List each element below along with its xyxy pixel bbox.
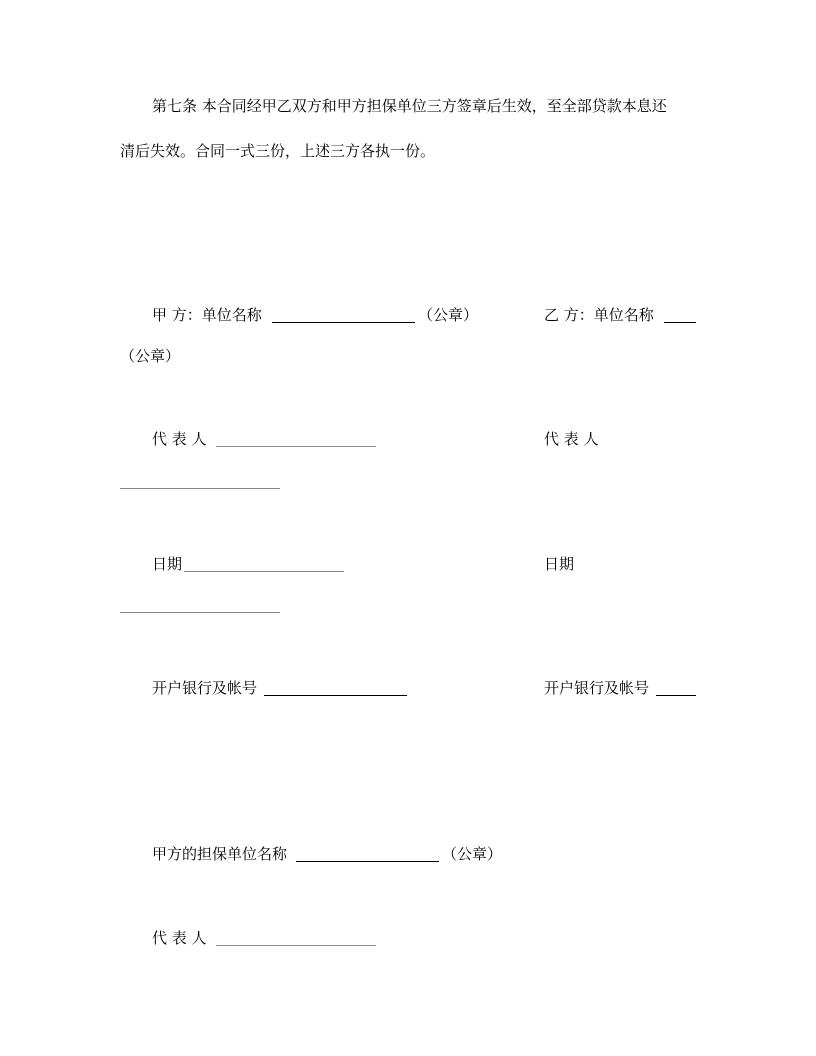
party-b-representative-label: 代 表 人 [544,430,599,448]
party-b-name-label: 乙 方：单位名称 [544,306,654,324]
party-b-name-field[interactable] [664,322,696,323]
party-a-date-label: 日期 [152,555,183,573]
party-a-seal: （公章） [418,306,479,324]
guarantor-seal: （公章） [442,845,503,863]
party-a-bank-label: 开户银行及帐号 [152,679,258,697]
party-a-name-field[interactable] [272,322,415,323]
party-b-date-field[interactable] [120,612,280,613]
guarantor-representative-label: 代 表 人 [152,929,207,947]
party-b-representative-field[interactable] [120,488,280,489]
guarantor-name-field[interactable] [296,861,439,862]
guarantor-name-label: 甲方的担保单位名称 [152,845,288,863]
party-b-bank-field[interactable] [656,695,696,696]
party-a-representative-field[interactable] [216,446,376,447]
party-a-name-label: 甲 方：单位名称 [152,306,262,324]
party-b-bank-label: 开户银行及帐号 [544,679,650,697]
party-a-bank-field[interactable] [264,695,407,696]
party-a-representative-label: 代 表 人 [152,430,207,448]
article-line-1: 第七条 本合同经甲乙双方和甲方担保单位三方签章后生效，至全部贷款本息还 [152,97,667,115]
article-line-2: 清后失效。合同一式三份，上述三方各执一份。 [120,142,436,160]
party-a-date-field[interactable] [184,571,344,572]
party-b-seal: （公章） [120,347,181,365]
party-b-date-label: 日期 [544,555,575,573]
guarantor-representative-field[interactable] [216,945,376,946]
